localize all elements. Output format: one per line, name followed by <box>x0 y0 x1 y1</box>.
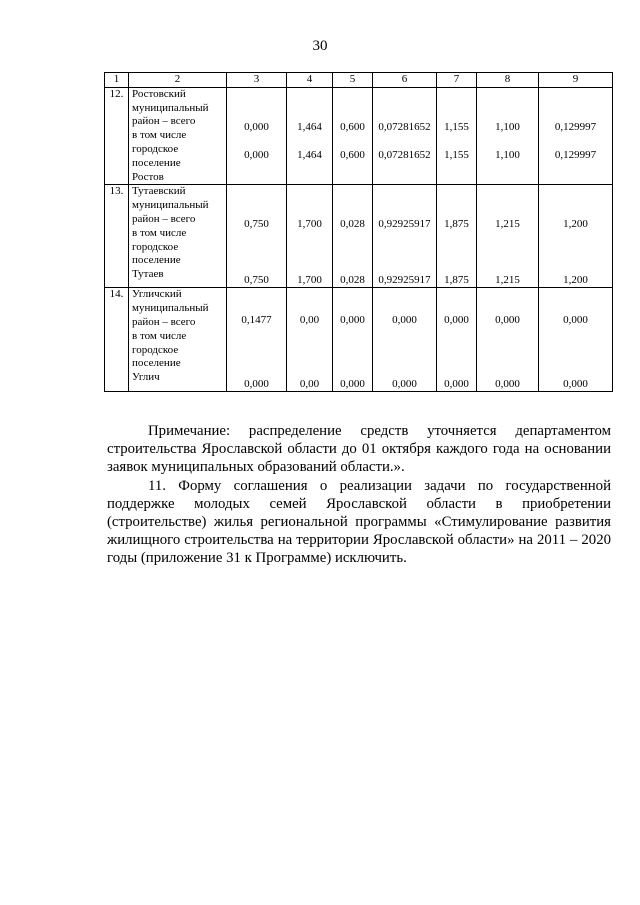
header-cell: 7 <box>437 73 477 88</box>
name-line: район – всего <box>132 115 196 128</box>
total-value: 0,000 <box>563 314 588 327</box>
name-line: поселение <box>132 357 181 370</box>
item-paragraph: 11. Форму соглашения о реализации задачи по государственной поддержке молодых семей Ярославской области в приобретении (строительстве) жилья региональной программы «Стимулирование развития жилищного строительства на территории Ярославской области» на 2011 – 2020 годы (приложение 31 к Программе) исключить. <box>107 477 611 567</box>
name-line: муниципальный <box>132 302 209 315</box>
name-line: городское <box>132 240 179 253</box>
value-cell <box>333 185 373 288</box>
value-cell <box>373 185 437 288</box>
header-cell: 1 <box>105 73 129 88</box>
value-cell <box>437 185 477 288</box>
sub-value: 0,129997 <box>554 148 597 161</box>
total-value: 0,000 <box>392 314 417 327</box>
value-cell <box>437 288 477 392</box>
total-value: 0,000 <box>340 314 365 327</box>
sub-value: 0,000 <box>244 377 269 390</box>
total-value: 0,92925917 <box>378 218 431 231</box>
total-value: 1,155 <box>444 120 469 133</box>
value-cell <box>287 185 333 288</box>
total-value: 0,129997 <box>554 120 597 133</box>
sub-value: 1,875 <box>444 273 469 286</box>
sub-value: 0,000 <box>495 377 520 390</box>
name-line: район – всего <box>132 212 196 225</box>
total-value: 0,000 <box>444 314 469 327</box>
name-line: в том числе <box>132 226 187 239</box>
district-name <box>129 87 227 185</box>
name-line: Тутаевский <box>132 185 186 198</box>
value-cell <box>477 288 539 392</box>
total-value: 0,000 <box>495 314 520 327</box>
table-header-row <box>105 73 613 88</box>
sub-value: 0,000 <box>444 377 469 390</box>
page-number: 30 <box>312 38 328 54</box>
sub-value: 0,000 <box>563 377 588 390</box>
district-name <box>129 185 227 288</box>
header-cell: 4 <box>287 73 333 88</box>
sub-value: 0,600 <box>340 148 365 161</box>
total-value: 0,00 <box>299 314 320 327</box>
value-cell <box>437 87 477 185</box>
name-line: поселение <box>132 254 181 267</box>
value-cell <box>333 288 373 392</box>
sub-value: 1,464 <box>297 148 322 161</box>
header-cell: 3 <box>227 73 287 88</box>
sub-value: 0,000 <box>340 377 365 390</box>
distribution-table <box>104 72 613 392</box>
note-paragraph: Примечание: распределение средств уточняется департаментом строительства Ярославской области до 01 октября каждого года на основании заявок муниципальных образований области.». <box>107 423 611 476</box>
header-cell: 2 <box>129 73 227 88</box>
total-value: 1,875 <box>444 218 469 231</box>
total-value: 0,028 <box>340 218 365 231</box>
row-number: 12. <box>105 87 129 185</box>
row-number: 14. <box>105 288 129 392</box>
sub-value: 0,000 <box>244 148 269 161</box>
table-row <box>105 87 613 185</box>
sub-value: 1,215 <box>495 273 520 286</box>
name-line: муниципальный <box>132 101 209 114</box>
name-line: Тутаев <box>132 268 164 281</box>
value-cell <box>333 87 373 185</box>
table-row <box>105 288 613 392</box>
name-line: Ростов <box>132 170 164 183</box>
name-line: городское <box>132 343 179 356</box>
value-cell <box>227 185 287 288</box>
name-line: Ростовский <box>132 87 186 100</box>
value-cell <box>539 87 613 185</box>
total-value: 0,000 <box>244 120 269 133</box>
sub-value: 1,700 <box>297 273 322 286</box>
sub-value: 0,00 <box>299 377 320 390</box>
name-line: муниципальный <box>132 199 209 212</box>
sub-value: 0,92925917 <box>378 273 431 286</box>
name-line: поселение <box>132 156 181 169</box>
row-number: 13. <box>105 185 129 288</box>
value-cell <box>227 288 287 392</box>
total-value: 0,600 <box>340 120 365 133</box>
name-line: Углич <box>132 371 160 384</box>
value-cell <box>539 185 613 288</box>
note-section <box>107 422 611 568</box>
name-line: Угличский <box>132 288 182 301</box>
sub-value: 1,155 <box>444 148 469 161</box>
total-value: 0,750 <box>244 218 269 231</box>
total-value: 1,100 <box>495 120 520 133</box>
table-row <box>105 185 613 288</box>
sub-value: 0,000 <box>392 377 417 390</box>
sub-value: 0,028 <box>340 273 365 286</box>
value-cell <box>477 87 539 185</box>
header-cell: 9 <box>539 73 613 88</box>
value-cell <box>227 87 287 185</box>
value-cell <box>373 87 437 185</box>
total-value: 0,1477 <box>241 314 272 327</box>
value-cell <box>287 87 333 185</box>
value-cell <box>287 288 333 392</box>
total-value: 1,200 <box>563 218 588 231</box>
name-line: в том числе <box>132 129 187 142</box>
total-value: 1,700 <box>297 218 322 231</box>
value-cell <box>539 288 613 392</box>
total-value: 0,07281652 <box>378 120 431 133</box>
sub-value: 1,100 <box>495 148 520 161</box>
sub-value: 0,750 <box>244 273 269 286</box>
value-cell <box>477 185 539 288</box>
header-cell: 5 <box>333 73 373 88</box>
sub-value: 0,07281652 <box>378 148 431 161</box>
value-cell <box>373 288 437 392</box>
name-line: район – всего <box>132 315 196 328</box>
header-cell: 8 <box>477 73 539 88</box>
total-value: 1,215 <box>495 218 520 231</box>
district-name <box>129 288 227 392</box>
sub-value: 1,200 <box>563 273 588 286</box>
name-line: городское <box>132 142 179 155</box>
header-cell: 6 <box>373 73 437 88</box>
name-line: в том числе <box>132 329 187 342</box>
total-value: 1,464 <box>297 120 322 133</box>
